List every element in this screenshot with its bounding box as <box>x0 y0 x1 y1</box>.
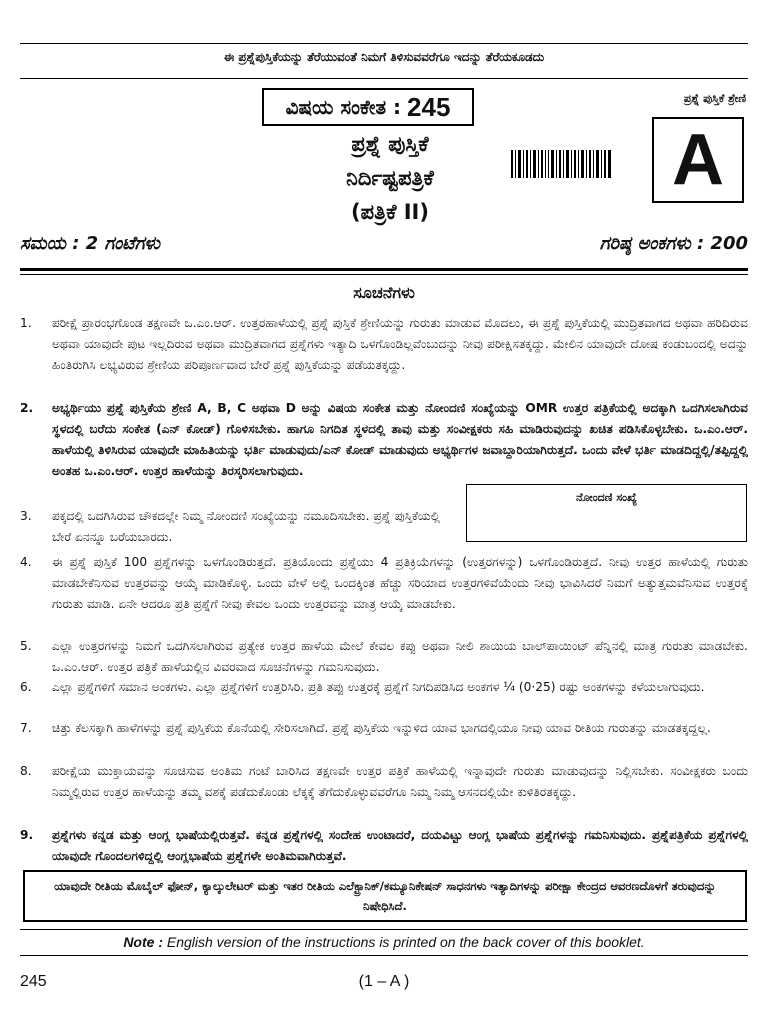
note-top-rule <box>20 929 748 930</box>
instruction-number: 5. <box>20 639 32 653</box>
note-label: Note : <box>123 934 163 950</box>
instruction-number: 7. <box>20 721 32 735</box>
booklet-title: ಪ್ರಶ್ನೆ ಪುಸ್ತಿಕೆ <box>351 132 429 156</box>
barcode-icon <box>511 150 611 178</box>
instruction-text: ಎಲ್ಲಾ ಪ್ರಶ್ನೆಗಳಿಗೆ ಸಮಾನ ಅಂಕಗಳು. ಎಲ್ಲಾ ಪ್ರಶ್ನೆಗಳಿಗೆ ಉತ್ತರಿಸಿರಿ. ಪ್ರತಿ ತಪ್ಪು ಉತ್ತರಕ್ಕೆ ಪ್ರಶ್ನೆಗೆ ನಿಗದಿಪಡಿಸಿದ ಅಂಕಗಳ ¼ (0·25) ರಷ್ಟು ಅಂಕಗಳನ್ನು ಕಳೆಯಲಾಗುವುದು. <box>52 680 705 694</box>
instruction-text: ಚಿತ್ತು ಕೆಲಸಕ್ಕಾಗಿ ಹಾಳೆಗಳನ್ನು ಪ್ರಶ್ನೆ ಪುಸ್ತಿಕೆಯ ಕೊನೆಯಲ್ಲಿ ಸೇರಿಸಲಾಗಿದೆ. ಪ್ರಶ್ನೆ ಪುಸ್ತಿಕೆಯ ಇನ್ನುಳಿದ ಯಾವ ಭಾಗದಲ್ಲಿಯೂ ನೀವು ಯಾವ ರೀತಿಯ ಗುರುತನ್ನು ಮಾಡತಕ್ಕದ್ದಲ್ಲ. <box>52 721 711 735</box>
instruction-text: ಪಕ್ಕದಲ್ಲಿ ಒದಗಿಸಿರುವ ಚೌಕದಲ್ಲೇ ನಿಮ್ಮ ನೋಂದಣಿ ಸಂಖ್ಯೆಯನ್ನು ನಮೂದಿಸಬೇಕು. ಪ್ರಶ್ನೆ ಪುಸ್ತಿಕೆಯಲ್ಲಿ ಬೇರೆ ಏನನ್ನೂ ಬರೆಯಬಾರದು. <box>52 509 440 544</box>
instruction-item <box>20 506 440 548</box>
instruction-number: 9. <box>20 828 34 842</box>
note-bottom-rule <box>20 955 748 956</box>
instruction-number: 1. <box>20 316 32 330</box>
instruction-item <box>20 677 748 698</box>
instruction-text: ಅಭ್ಯರ್ಥಿಯು ಪ್ರಶ್ನೆ ಪುಸ್ತಿಕೆಯ ಶ್ರೇಣಿ A, B, C ಅಥವಾ D ಅನ್ನು ವಿಷಯ ಸಂಕೇತ ಮತ್ತು ನೋಂದಣಿ ಸಂಖ್ಯೆಯನ್ನು OMR ಉತ್ತರ ಪತ್ರಿಕೆಯಲ್ಲಿ ಅದಕ್ಕಾಗಿ ಒದಗಿಸಲಾಗಿರುವ ಸ್ಥಳದಲ್ಲಿ ಬರೆದು ಸಂಕೇತ (ಎನ್ ಕೋಡ್) ಗೊಳಿಸಬೇಕು. ಹಾಗೂ ನಿಗದಿತ ಸ್ಥಳದಲ್ಲಿ ತಾವು ಮತ್ತು ಸಂವೀಕ್ಷಕರು ಸಹಿ ಮಾಡಿರುವುದನ್ನು ಖಚಿತ ಪಡಿಸಿಕೊಳ್ಳಬೇಕು. ಒ.ಎಂ.ಆರ್. ಹಾಳೆಯಲ್ಲಿ ತಿಳಿಸಿರುವ ಯಾವುದೇ ಮಾಹಿತಿಯನ್ನು ಭರ್ತಿ ಮಾಡುವುದು/ಎನ್ ಕೋಡ್ ಮಾಡುವುದು ಅಭ್ಯರ್ಥಿಗಳ ಜವಾಬ್ದಾರಿಯಾಗಿರುತ್ತದೆ. ಒಂದು ವೇಳೆ ಭರ್ತಿ ಮಾಡದಿದ್ದಲ್ಲಿ/ತಪ್ಪಿದ್ದಲ್ಲಿ ಅಂತಹ ಒ.ಎಂ.ಆರ್. ಉತ್ತರ ಹಾಳೆಯನ್ನು ತಿರಸ್ಕರಿಸಲಾಗುವುದು. <box>52 401 748 478</box>
instruction-text: ಪರೀಕ್ಷೆಯ ಮುಕ್ತಾಯವನ್ನು ಸೂಚಿಸುವ ಅಂತಿಮ ಗಂಟೆ ಬಾರಿಸಿದ ತಕ್ಷಣವೇ ಉತ್ತರ ಪತ್ರಿಕೆ ಹಾಳೆಯಲ್ಲಿ ಇನ್ನಾವುದೇ ಗುರುತು ಮಾಡುವುದನ್ನು ನಿಲ್ಲಿಸಬೇಕು. ಸಂವೀಕ್ಷಕರು ಬಂದು ನಿಮ್ಮಲ್ಲಿರುವ ಉತ್ತರ ಹಾಳೆಯನ್ನು ತಮ್ಮ ವಶಕ್ಕೆ ಪಡೆದುಕೊಂಡು ಲೆಕ್ಕಕ್ಕೆ ತೆಗೆದುಕೊಳ್ಳುವವರೆಗೂ ನಿಮ್ಮ ನಿಮ್ಮ ಆಸನದಲ್ಲಿಯೇ ಕುಳಿತಿರತಕ್ಕದ್ದು. <box>52 764 748 799</box>
instruction-item <box>20 825 748 867</box>
exam-duration: ಸಮಯ : 2 ಗಂಟೆಗಳು <box>20 233 160 254</box>
subject-code-label: ವಿಷಯ ಸಂಕೇತ : <box>285 95 402 119</box>
electronic-devices-ban-notice: ಯಾವುದೇ ರೀತಿಯ ಮೊಬೈಲ್ ಫೋನ್, ಕ್ಯಾಲ್ಕುಲೇಟರ್ ಮತ್ತು ಇತರ ರೀತಿಯ ಎಲೆಕ್ಟ್ರಾನಿಕ್/ಕಮ್ಯೂನಿಕೇಷನ್ ಸಾಧನಗಳು ಇತ್ಯಾದಿಗಳನ್ನು ಪರೀಕ್ಷಾ ಕೇಂದ್ರದ ಆವರಣದೊಳಗೆ ತರುವುದನ್ನು ನಿಷೇಧಿಸಿದೆ. <box>23 870 747 922</box>
instruction-text: ಈ ಪ್ರಶ್ನೆ ಪುಸ್ತಿಕೆ 100 ಪ್ರಶ್ನೆಗಳನ್ನು ಒಳಗೊಂಡಿರುತ್ತದೆ. ಪ್ರತಿಯೊಂದು ಪ್ರಶ್ನೆಯು 4 ಪ್ರತಿಕ್ರಿಯೆಗಳನ್ನು (ಉತ್ತರಗಳನ್ನು) ಒಳಗೊಂಡಿರುತ್ತದೆ. ನೀವು ಉತ್ತರ ಹಾಳೆಯಲ್ಲಿ ಗುರುತು ಮಾಡಬೇಕೆನಿಸುವ ಉತ್ತರವನ್ನು ಆಯ್ಕೆ ಮಾಡಿಕೊಳ್ಳಿ. ಒಂದು ವೇಳೆ ಅಲ್ಲಿ ಒಂದಕ್ಕಿಂತ ಹೆಚ್ಚು ಸರಿಯಾದ ಉತ್ತರಗಳಿವೆಯೆಂದು ನೀವು ಭಾವಿಸಿದರೆ ನಿಮಗೆ ಅತ್ಯುತ್ತಮವೆನಿಸುವ ಉತ್ತರಕ್ಕೆ ಗುರುತು ಮಾಡಿ. ಏನೇ ಆದರೂ ಪ್ರತಿ ಪ್ರಶ್ನೆಗೆ ನೀವು ಕೇವಲ ಒಂದು ಉತ್ತರವನ್ನು ಮಾತ್ರ ಆಯ್ಕೆ ಮಾಡಬೇಕು. <box>52 555 748 611</box>
instruction-item <box>20 636 748 678</box>
paper-number: (ಪತ್ರಿಕೆ II) <box>351 200 429 224</box>
footer-subject-code: 245 <box>20 973 47 990</box>
instruction-text: ಪರೀಕ್ಷೆ ಪ್ರಾರಂಭಗೊಂಡ ತಕ್ಷಣವೇ ಒ.ಎಂ.ಆರ್. ಉತ್ತರಹಾಳೆಯಲ್ಲಿ ಪ್ರಶ್ನೆ ಪುಸ್ತಿಕೆ ಶ್ರೇಣಿಯನ್ನು ಗುರುತು ಮಾಡುವ ಮೊದಲು, ಈ ಪ್ರಶ್ನೆ ಪುಸ್ತಿಕೆಯಲ್ಲಿ ಮುದ್ರಿತವಾಗದ ಅಥವಾ ಹರಿದಿರುವ ಅಥವಾ ಯಾವುದೇ ಪುಟ ಇಲ್ಲದಿರುವ ಅಥವಾ ಮುದ್ರಿತವಾಗದ ಪ್ರಶ್ನೆಗಳು ಇತ್ಯಾದಿ ಒಳಗೊಂಡಿಲ್ಲವೆಂಬುದನ್ನು ನೀವು ಪರೀಕ್ಷಿಸತಕ್ಕದ್ದು. ಮೇಲಿನ ಯಾವುದೇ ದೋಷ ಕಂಡುಬಂದಲ್ಲಿ ಅದನ್ನು ಹಿಂತಿರುಗಿಸಿ ಲಭ್ಯವಿರುವ ಶ್ರೇಣಿಯ ಪರಿಪೂರ್ಣವಾದ ಬೇರೆ ಪ್ರಶ್ನೆ ಪುಸ್ತಿಕೆಯನ್ನು ಪಡೆಯತಕ್ಕದ್ದು. <box>52 316 748 372</box>
header-thick-rule <box>20 268 748 271</box>
english-version-note <box>20 934 748 950</box>
booklet-series-box: A <box>652 117 744 203</box>
booklet-series-label: ಪ್ರಶ್ನೆ ಪುಸ್ತಿಕೆ ಶ್ರೇಣಿ <box>683 92 746 105</box>
booklet-subtitle: ನಿರ್ದಿಷ್ಟಪತ್ರಿಕೆ <box>346 166 434 190</box>
instruction-item <box>20 313 748 376</box>
instruction-number: 6. <box>20 680 32 694</box>
subject-code-value: 245 <box>407 91 451 122</box>
note-text: English version of the instructions is printed on the back cover of this booklet. <box>162 934 645 950</box>
instruction-item <box>20 398 748 482</box>
instruction-number: 3. <box>20 509 32 523</box>
instruction-item <box>20 761 748 803</box>
instructions-title: ಸೂಚನೆಗಳು <box>353 283 415 302</box>
instruction-number: 4. <box>20 555 32 569</box>
header-thin-rule <box>20 274 748 275</box>
registration-number-label: ನೋಂದಣಿ ಸಂಖ್ಯೆ <box>575 491 638 504</box>
instruction-text: ಪ್ರಶ್ನೆಗಳು ಕನ್ನಡ ಮತ್ತು ಆಂಗ್ಲ ಭಾಷೆಯಲ್ಲಿರುತ್ತವೆ. ಕನ್ನಡ ಪ್ರಶ್ನೆಗಳಲ್ಲಿ ಸಂದೇಹ ಉಂಟಾದರೆ, ದಯವಿಟ್ಟು ಆಂಗ್ಲ ಭಾಷೆಯ ಪ್ರಶ್ನೆಗಳನ್ನು ಗಮನಿಸುವುದು. ಪ್ರಶ್ನೆಪತ್ರಿಕೆಯ ಪ್ರಶ್ನೆಗಳಲ್ಲಿ ಯಾವುದೇ ಗೊಂದಲಗಳಿದ್ದಲ್ಲಿ ಆಂಗ್ಲಭಾಷೆಯ ಪ್ರಶ್ನೆಗಳೇ ಅಂತಿಮವಾಗಿರುತ್ತವೆ. <box>52 828 748 863</box>
max-marks: ಗರಿಷ್ಠ ಅಂಕಗಳು : 200 <box>599 233 748 254</box>
instruction-text: ಎಲ್ಲಾ ಉತ್ತರಗಳನ್ನು ನಿಮಗೆ ಒದಗಿಸಲಾಗಿರುವ ಪ್ರತ್ಯೇಕ ಉತ್ತರ ಹಾಳೆಯ ಮೇಲೆ ಕೇವಲ ಕಪ್ಪು ಅಥವಾ ನೀಲಿ ಶಾಯಿಯ ಬಾಲ್‌ಪಾಯಿಂಟ್ ಪೆನ್ನಿನಲ್ಲಿ ಮಾತ್ರ ಗುರುತು ಮಾಡಬೇಕು. ಒ.ಎಂ.ಆರ್. ಉತ್ತರ ಪತ್ರಿಕೆ ಹಾಳೆಯಲ್ಲಿನ ವಿವರವಾದ ಸೂಚನೆಗಳನ್ನು ಗಮನಿಸುವುದು. <box>52 639 748 674</box>
top-rule <box>20 43 748 44</box>
warning-rule <box>20 78 748 79</box>
registration-number-box[interactable] <box>466 484 747 542</box>
instruction-number: 8. <box>20 764 32 778</box>
do-not-open-warning: ಈ ಪ್ರಶ್ನೆಪುಸ್ತಿಕೆಯನ್ನು ತೆರೆಯುವಂತೆ ನಿಮಗೆ ತಿಳಿಸುವವರೆಗೂ ಇದನ್ನು ತೆರೆಯಕೂಡದು <box>223 50 545 64</box>
instruction-item <box>20 718 748 739</box>
subject-code-box <box>262 88 474 126</box>
instruction-number: 2. <box>20 401 34 415</box>
footer-page-number: (1 – A ) <box>358 973 410 990</box>
instruction-item <box>20 552 748 615</box>
